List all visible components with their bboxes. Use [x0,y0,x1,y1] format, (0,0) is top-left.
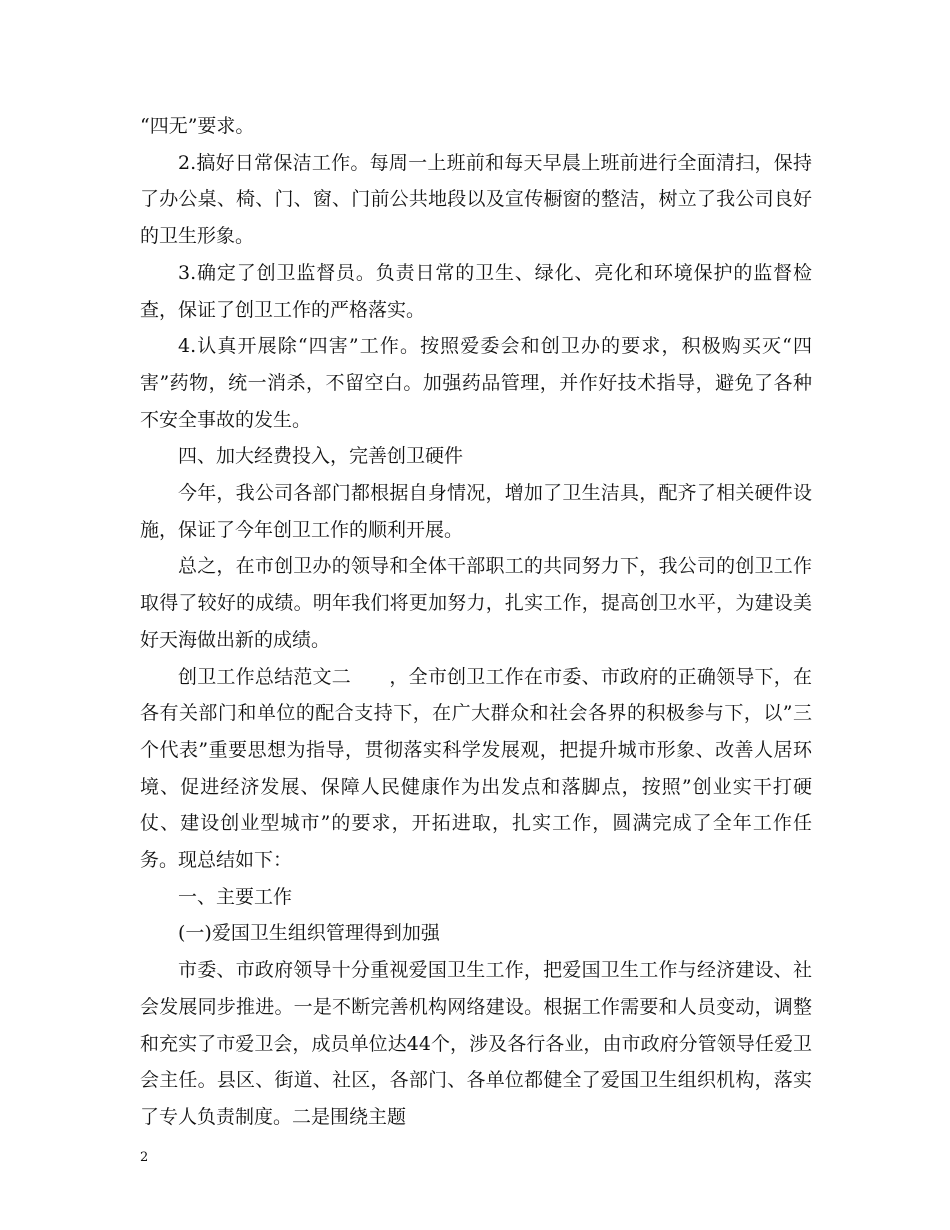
document-body [140,108,812,1136]
page-number: 2 [140,1150,149,1165]
section-heading-main-work: 一、主要工作 [178,885,293,908]
paragraph-3: 3.确定了创卫监督员。负责日常的卫生、绿化、亮化和环境保护的监督检查，保证了创卫工作的严格落实。 [140,261,812,321]
paragraph-7: 总之，在市创卫办的领导和全体干部职工的共同努力下，我公司的创卫工作取得了较好的成绩。明年我们将更加努力，扎实工作，提高创卫水平，为建设美好天海做出新的成绩。 [140,555,812,651]
paragraph-6: 今年，我公司各部门都根据自身情况，增加了卫生洁具，配齐了相关硬件设施，保证了今年创卫工作的顺利开展。 [140,482,812,541]
section-heading-4: 四、加大经费投入，完善创卫硬件 [178,445,464,468]
subsection-heading-1: (一)爱国卫生组织管理得到加强 [178,922,440,945]
paragraph-1: “四无”要求。 [140,115,255,137]
paragraph-4: 4.认真开展除“四害”工作。按照爱委会和创卫办的要求，积极购买灭“四害”药物，统一消杀，不留空白。加强药品管理，并作好技术指导，避免了各种不安全事故的发生。 [140,335,812,431]
paragraph-2: 2.搞好日常保洁工作。每周一上班前和每天早晨上班前进行全面清扫，保持了办公桌、椅、门、窗、门前公共地段以及宣传橱窗的整洁，树立了我公司良好的卫生形象。 [140,151,812,248]
paragraph-11: 市委、市政府领导十分重视爱国卫生工作，把爱国卫生工作与经济建设、社会发展同步推进。一是不断完善机构网络建设。根据工作需要和人员变动，调整和充实了市爱卫会，成员单位达44个，涉及各行各业，由市政府分管领导任爱卫会主任。县区、街道、社区，各部门、各单位都健全了爱国卫生组织机构，落实了专人负责制度。二是围绕主题 [140,959,812,1128]
paragraph-8: 创卫工作总结范文二 ，全市创卫工作在市委、市政府的正确领导下，在各有关部门和单位的配合支持下，在广大群众和社会各界的积极参与下，以”三个代表”重要思想为指导，贯彻落实科学发展观，把提升城市形象、改善人居环境、促进经济发展、保障人民健康作为出发点和落脚点，按照”创业实干打硬仗、建设创业型城市”的要求，开拓进取，扎实工作，圆满完成了全年工作任务。现总结如下： [140,665,812,872]
